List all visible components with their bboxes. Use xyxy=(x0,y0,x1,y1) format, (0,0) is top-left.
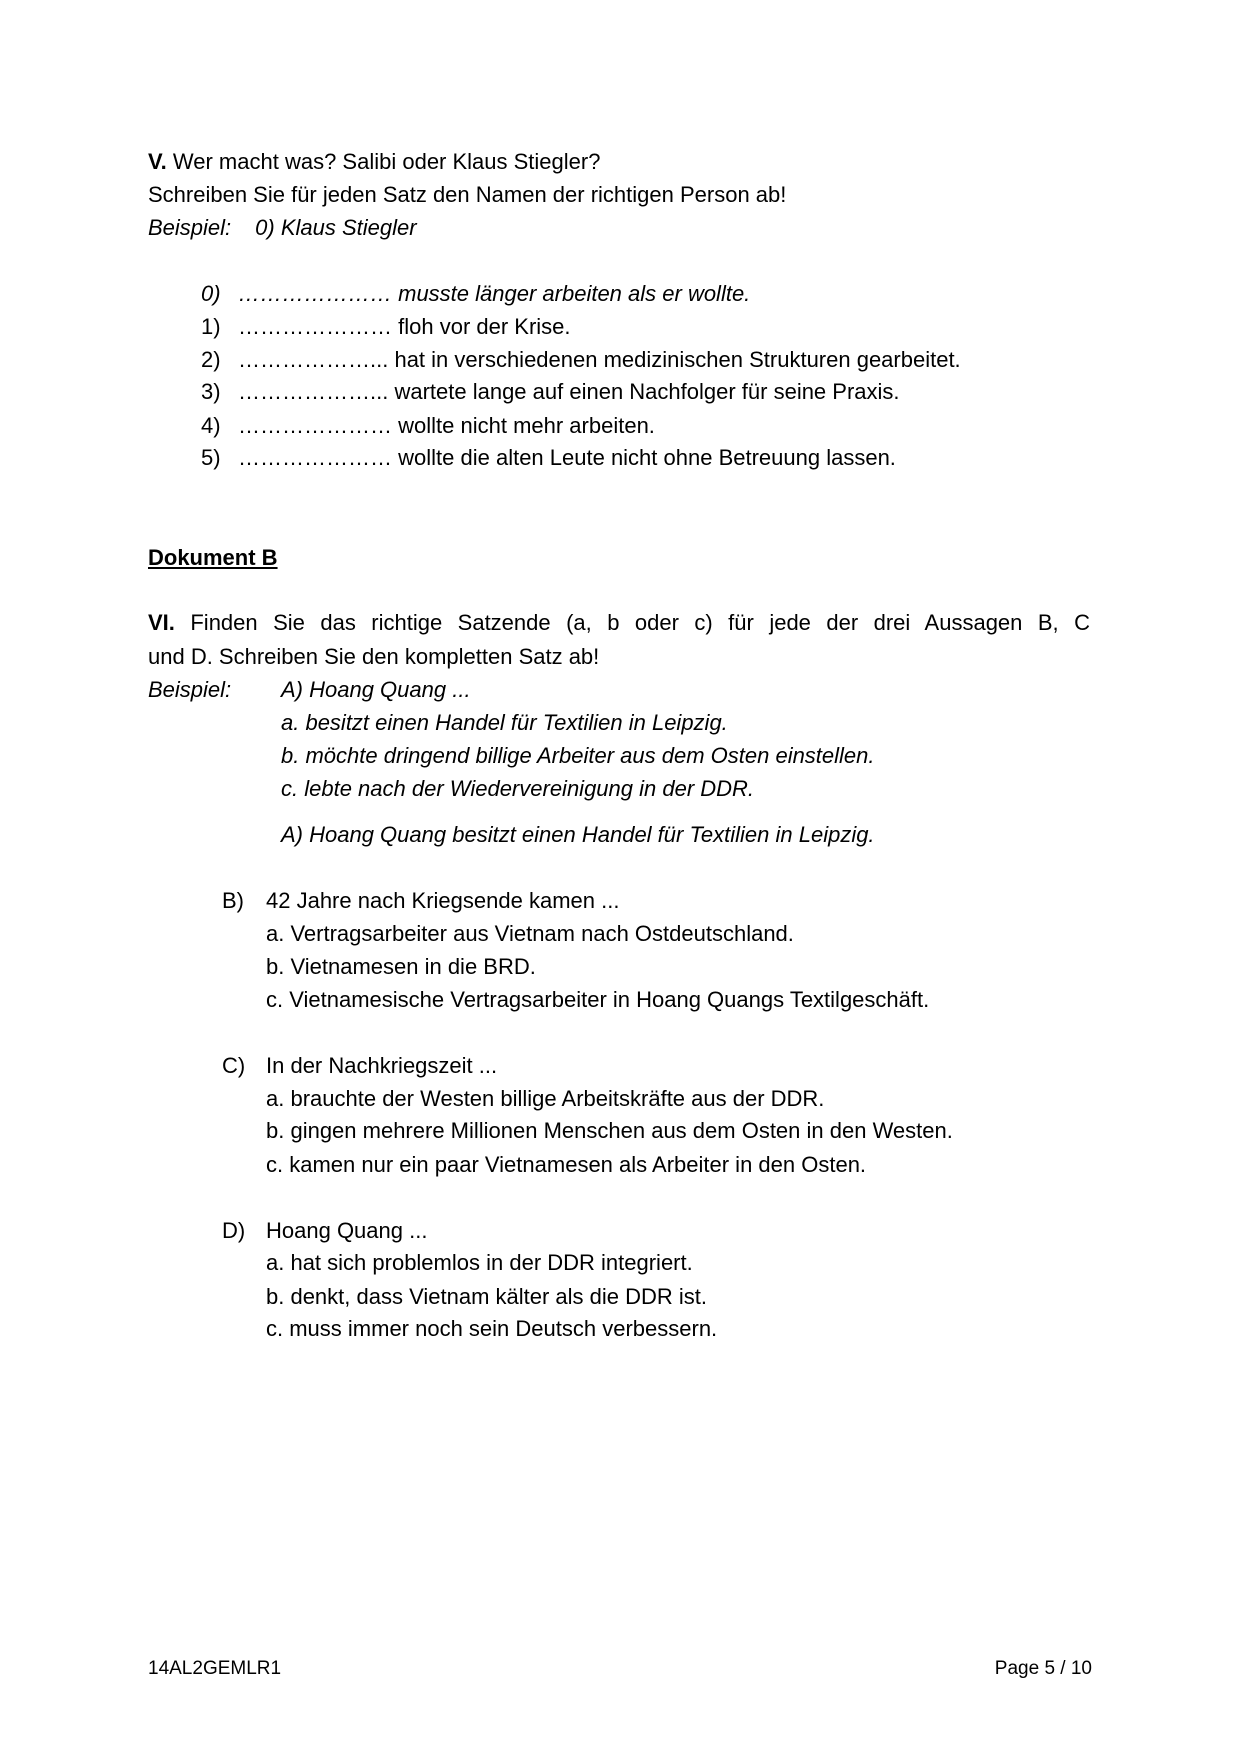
blank: ………………... xyxy=(238,379,395,404)
section-title: Finden Sie das richtige Satzende (a, b oder c) für jede der drei Aussagen B, C xyxy=(174,610,1090,635)
item-text: musste länger arbeiten als er wollte. xyxy=(398,281,751,306)
list-item xyxy=(201,347,961,373)
question-stem: Hoang Quang ... xyxy=(266,1218,428,1243)
item-number: 0) xyxy=(201,281,221,306)
section-v-title xyxy=(148,149,600,175)
option: b. denkt, dass Vietnam kälter als die DDR ist. xyxy=(266,1284,708,1309)
item-number: 1) xyxy=(201,314,221,339)
section-title: Wer macht was? Salibi oder Klaus Stiegler? xyxy=(166,149,601,174)
section-number: VI. xyxy=(148,610,175,635)
list-item xyxy=(201,314,571,340)
item-text: hat in verschiedenen medizinischen Strukturen gearbeitet. xyxy=(394,347,961,372)
example-option: c. lebte nach der Wiedervereinigung in der DDR. xyxy=(281,776,755,801)
example-text: 0) Klaus Stiegler xyxy=(255,215,417,240)
option: a. hat sich problemlos in der DDR integriert. xyxy=(266,1250,693,1275)
item-text: floh vor der Krise. xyxy=(398,314,571,339)
page-number: Page 5 / 10 xyxy=(994,1658,1092,1679)
item-number: 3) xyxy=(201,379,221,404)
example-label: Beispiel: xyxy=(148,215,232,240)
document-heading: Dokument B xyxy=(148,545,278,570)
question-letter: B) xyxy=(222,888,244,913)
list-item xyxy=(201,281,750,307)
blank: ………………… xyxy=(238,314,399,339)
question-letter: C) xyxy=(222,1053,246,1078)
section-vi-title-cont: und D. Schreiben Sie den kompletten Satz ab! xyxy=(148,644,600,669)
blank: ………………… xyxy=(238,445,399,470)
question-stem: In der Nachkriegszeit ... xyxy=(266,1053,498,1078)
option: b. Vietnamesen in die BRD. xyxy=(266,954,536,979)
item-number: 2) xyxy=(201,347,221,372)
question-stem: 42 Jahre nach Kriegsende kamen ... xyxy=(266,888,620,913)
example xyxy=(148,215,417,241)
footer-code: 14AL2GEMLR1 xyxy=(148,1658,282,1679)
question-b xyxy=(222,888,619,914)
item-text: wartete lange auf einen Nachfolger für seine Praxis. xyxy=(394,379,900,404)
item-number: 5) xyxy=(201,445,221,470)
example-label: Beispiel: xyxy=(148,677,232,702)
option: c. kamen nur ein paar Vietnamesen als Arbeiter in den Osten. xyxy=(266,1152,867,1177)
list-item xyxy=(201,413,655,439)
option: a. brauchte der Westen billige Arbeitskräfte aus der DDR. xyxy=(266,1086,825,1111)
item-text: wollte die alten Leute nicht ohne Betreuung lassen. xyxy=(398,445,896,470)
blank: ………………... xyxy=(238,347,395,372)
question-letter: D) xyxy=(222,1218,246,1243)
list-item xyxy=(201,379,900,405)
item-text: wollte nicht mehr arbeiten. xyxy=(398,413,655,438)
example-stem: A) Hoang Quang ... xyxy=(281,677,471,702)
option: c. muss immer noch sein Deutsch verbessern. xyxy=(266,1316,718,1341)
option: c. Vietnamesische Vertragsarbeiter in Hoang Quangs Textilgeschäft. xyxy=(266,987,930,1012)
example-option: b. möchte dringend billige Arbeiter aus dem Osten einstellen. xyxy=(281,743,875,768)
option: b. gingen mehrere Millionen Menschen aus dem Osten in den Westen. xyxy=(266,1118,953,1143)
list-item xyxy=(201,445,896,471)
item-number: 4) xyxy=(201,413,221,438)
example-answer: A) Hoang Quang besitzt einen Handel für Textilien in Leipzig. xyxy=(281,822,875,847)
question-c xyxy=(222,1053,497,1079)
section-number: V. xyxy=(148,149,167,174)
instruction: Schreiben Sie für jeden Satz den Namen der richtigen Person ab! xyxy=(148,182,787,207)
question-d xyxy=(222,1218,427,1244)
blank: ………………… xyxy=(238,413,399,438)
blank: ………………… xyxy=(238,281,399,306)
section-vi-title xyxy=(148,610,1090,636)
example-option: a. besitzt einen Handel für Textilien in Leipzig. xyxy=(281,710,728,735)
option: a. Vertragsarbeiter aus Vietnam nach Ostdeutschland. xyxy=(266,921,794,946)
